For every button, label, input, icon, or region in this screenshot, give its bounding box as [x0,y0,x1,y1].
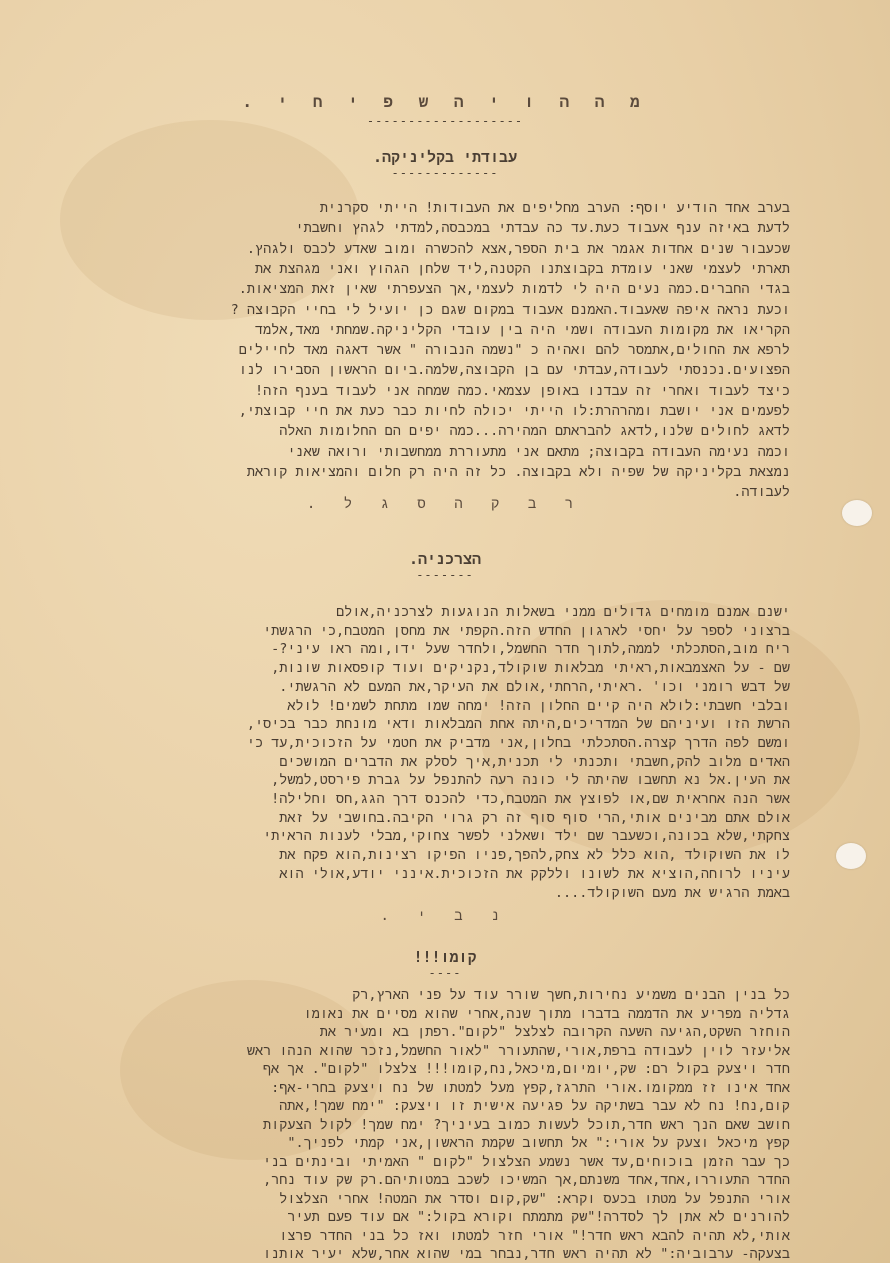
text-line: כיצד לעבוד ואחרי זה עבדנו באופן עצמאי.כמה שמחה אני לעבוד בענף הזה! [254,382,790,399]
text-line: חושב שאם הנך ראש חדר,תוכל לעשות כמוב בעיניך? ימח שמך! לקול הצעקות [263,1116,790,1133]
text-line: אורי התנפל על מטתו בכעס וקרא: "שק,קום וסדר את המטה! אחרי הצלצול [279,1190,790,1207]
author-signature: נ ב י . [380,908,510,924]
text-line: הוחזר השקט,הגיעה השעה הקרובה לצלצל "לקום".רפתן בא ומעיר את [319,1024,790,1040]
text-line: גדליה מפריע את הדממה בדברו מתוך שנה,אחרי שהוא מסיים את נאומו [303,1005,790,1022]
text-line: לדעת באיזה ענף אעבוד כעת.עד כה עבדתי במכבסה,למדתי לגהץ וחשבתי [295,220,790,237]
text-line: לפעמים אני יושבת ומהרהרת:לו הייתי יכולה לחיות כבר כעת את חיי קבוצתי, [238,403,790,419]
text-line: את העין.אל נא תחשבו שהיתה לי כונה רעה להתנפל על גברת פירסט,למשל, [271,772,790,789]
text-line: אליעזר לוין לעבודה ברפת,אורי,שהתעורר "לאור החשמל,נזכר שהוא הנהו ראש [246,1042,790,1059]
text-line: של דבש רומני וכו' .ראיתי,הרחתי,אולם את העיקר,את המעם לא הרגשתי. [279,678,790,695]
text-line: בצעקה- ערבוביה:" לא תהיה ראש חדר,נבחר במי שהוא אחר,שלא יעיר אותנו [263,1246,790,1262]
section-heading: עבודתי בקליניקה. [372,148,518,166]
text-line: אשר הנה אחראית שם,או לפוצץ את המטבח,כדי להכנס דרך הגג,חס וחלילה! [271,791,790,807]
text-line: ובלבי חשבתי:לולא היה קיים החלון הזה! ימחה שמו מתחת לשמים! לולא [287,697,790,714]
section-underline: ------------- [391,166,499,180]
text-line: אולם אתם מבינים אותי,הרי סוף סוף זה רק גרוי הקיבה.בחושבי על זאת [279,809,790,826]
text-line: צחקתי,שלא בכונה,וכשעבר שם ילד ושאלני לפשר צחוקי,מבלי לענות הראיתי [263,828,790,845]
section-underline: ---- [428,966,462,980]
text-line: לו את השוקולד ,הוא כלל לא צחק,להפך,פניו הפיקו רצינות,הוא פקח את [279,847,790,864]
text-line: לעבודה. [733,484,790,501]
section-underline: ------- [416,568,474,582]
text-line: הרשת הזו ועיניהם של המדריכים,היתה אחת המבלאות ודאי מונחת כבר בכיסי, [246,716,790,733]
text-line: בערב אחד הודיע יוסף: הערב מחליפים את העבודות! הייתי סקרנית [319,200,790,216]
text-line: שכעבור שנים אחדות אגמר את בית הספר,אצא להכשרה ומוב שאדע לכבס ולגהץ. [246,240,790,257]
text-line: לרפא את החולים,אתמסר להם ואהיה כ "נשמה הנבורה " אשר דאגה מאד לחיילים [238,342,790,359]
text-line: אחד אינו זז ממקומו.אורי התרגז,קפץ מעל למטתו של נח ויצעק בחרי-אף: [271,1079,790,1096]
author-signature: ר ב ק ה ס ג ל . [306,496,584,512]
text-line: הקריאו את מקומות העבודה ושמי היה בין עובדי הקליניקה.שמחתי מאד,אלמד [255,321,790,338]
section-heading: קומו!!! [413,948,477,966]
text-line: ברצוני לספר על יחסי לארגון החדש הזה.הקפתי את מחסן המטבח,כי הרגשתי [263,622,790,639]
text-line: וכעת נראה איפה שאעבוד.האמנם אעבוד במקום שגם כן יועיל לי בחיי הקבוצה ? [230,301,790,318]
text-line: וכמה נעימה העבודה בקבוצה; מתאם אני מתעוררת ממחשבותי ורואה שאני [287,443,790,460]
text-line: כך עבר הזמן בוכוחים,עד אשר נשמע הצלצול "לקום " האמיתי ובינתים בני [263,1153,790,1170]
text-line: האדים מלוב להק,חשבתי ותכנתי לי תכנית,איך לסלק את הדברים המושכים [279,753,790,770]
text-line: החדר התעוררו,אחד,אחד משנתם,אך המשיכו לשכב במטותיהם.רק שק עוד נחר, [263,1172,790,1188]
text-line: ישנם אמנם מומחים גדולים ממני בשאלות הנוגעות לצרכניה,אולם [336,604,790,620]
text-line: כל בנין הבנים משמיע נחירות,חשך שורר עוד על פני הארץ,רק [352,987,790,1003]
text-line: קום,נח! נח לא עבר בשתיקה על פגיעה אישית זו ויצעק: "ימח שמך!,אתה [279,1098,790,1114]
title-underline: ------------------- [366,114,524,128]
text-line: תארתי לעצמי שאני עומדת בקבוצתנו הקטנה,ליד שלחן הגהוץ ואני מגהצת את [255,260,790,277]
text-line: שם - על האצמבאות,ראיתי מבלאות שוקולד,נקניקים ועוד קופסאות שונות, [271,660,790,677]
text-line: חדר ויצעק בקול רם: שק,יומיום,מיכאל,נח,קומו!!! צלצלו "לקום". אך אף [262,1061,790,1077]
text-line: ריח מוב,הסתכלתי לממה,לתוך חדר החשמל,ולחדר שעל ידו,ומה ראו עיני?- [271,641,790,658]
text-line: הפצועים.נכנסתי לעבודה,עבדתי עם בן הקבוצה,שלמה.ביום הראשון הסבירו לנו [238,362,790,379]
text-line: בגדי החברים.כמה נעים היה לי לדמות לעצמי,אך הצעפרתי שאין זאת המציאות. [238,281,790,298]
text-line: קפץ מיכאל וצעק על אורי:" אל תחשוב שקמת הראשון,אני קמתי לפניך." [287,1135,790,1151]
section-heading: הצרכניה. [408,550,482,568]
text-line: אותי,לא תהיה להבא ראש חדר!" אורי חזר למטתו ואז כל בני החדר פרצו [279,1227,790,1244]
text-line: עיניו לרוחה,הוציא את לשונו וללקק את הזכוכית.אינני יודע,אולי הוא [279,865,790,882]
punch-hole [836,843,866,869]
text-line: לדאג לחולים שלנו,לדאג להבראתם המהירה...כמה יפים הם החלומות האלה [279,423,790,440]
text-line: ומשם לפה הדרך קצרה.הסתכלתי בחלון,אני מדביק את חטמי על הזכוכית,עד כי [246,734,790,751]
text-line: נמצאת בקליניקה של שפיה ולא בקבוצה. כל זה היה רק חלום והמציאות קוראת [246,463,790,480]
text-line: באמת הרגיש את מעם השוקולד.... [554,884,790,901]
text-line: להורנים לא אתן לך לסדרה!"שק מתמתח וקורא בקול:" אם עוד פעם תעיר [287,1209,790,1225]
page-title: מ ה ה ו י ה ש פ י ח י . [242,92,648,111]
